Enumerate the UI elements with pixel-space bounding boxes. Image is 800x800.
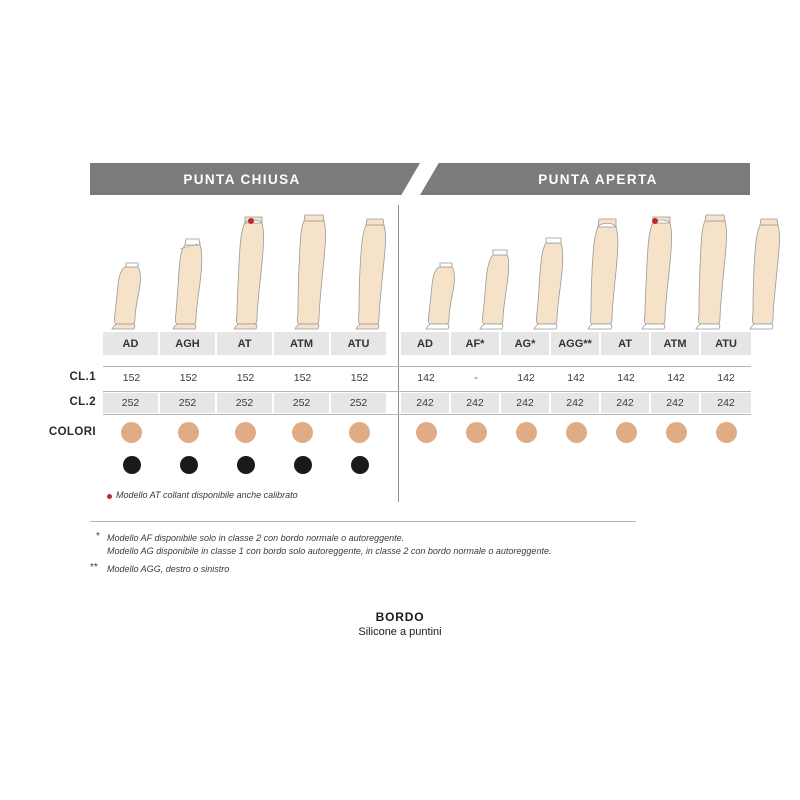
cl1-closed-1: 152: [160, 368, 217, 388]
model-header-closed-0: AD: [103, 332, 160, 355]
cl2-closed-4: 252: [331, 393, 388, 413]
cl2-closed-1: 252: [160, 393, 217, 413]
model-header-open-3: AGG**: [551, 332, 601, 355]
cl1-closed-2: 152: [217, 368, 274, 388]
cl2-closed-0: 252: [103, 393, 160, 413]
group-divider-line: [398, 205, 399, 502]
color-dot-beige-closed-0: [121, 422, 142, 443]
cl2-open-4: 242: [601, 393, 651, 413]
cl2-open-1: 242: [451, 393, 501, 413]
color-dot-beige-open-2: [516, 422, 537, 443]
color-dot-beige-open-4: [616, 422, 637, 443]
cl2-open-6: 242: [701, 393, 751, 413]
leg-illustration-open-ad: [418, 205, 473, 332]
leg-illustration-open-atm: [688, 205, 743, 332]
leg-illustration-open-atu: [742, 205, 797, 332]
banner-divider-notch: [394, 163, 446, 195]
cl1-open-1: -: [451, 368, 501, 388]
notes-separator-line: [90, 521, 636, 522]
cl2-closed-3: 252: [274, 393, 331, 413]
color-dot-beige-closed-4: [349, 422, 370, 443]
cl2-open-5: 242: [651, 393, 701, 413]
color-dot-black-closed-2: [237, 456, 255, 474]
cl2-closed-2: 252: [217, 393, 274, 413]
footer-title: BORDO: [375, 610, 425, 624]
color-dot-beige-open-5: [666, 422, 687, 443]
cl1-closed-4: 152: [331, 368, 388, 388]
model-header-closed-4: ATU: [331, 332, 388, 355]
cl1-open-6: 142: [701, 368, 751, 388]
leg-illustration-open-af: [472, 205, 527, 332]
color-dot-beige-open-1: [466, 422, 487, 443]
cl1-closed-3: 152: [274, 368, 331, 388]
model-header-open-4: AT: [601, 332, 651, 355]
cl2-row-top-line: [103, 391, 751, 392]
header-banner: [90, 163, 750, 195]
model-header-closed-1: AGH: [160, 332, 217, 355]
row-label-colori: COLORI: [48, 426, 96, 438]
cl1-open-4: 142: [601, 368, 651, 388]
cl1-open-2: 142: [501, 368, 551, 388]
row-label-cl1: CL.1: [69, 371, 96, 383]
model-header-closed-3: ATM: [274, 332, 331, 355]
banner-closed-toe-label: PUNTA CHIUSA: [90, 163, 394, 195]
leg-illustration-open-ag: [526, 205, 581, 332]
row-label-cl2: CL.2: [69, 396, 96, 408]
model-header-open-1: AF*: [451, 332, 501, 355]
note-star-marker-1: *: [96, 531, 100, 542]
leg-illustration-open-agg: [580, 205, 635, 332]
color-dot-black-closed-0: [123, 456, 141, 474]
leg-illustration-closed-atm: [287, 205, 342, 332]
red-note-text: Modello AT collant disponibile anche calibrato: [116, 490, 298, 500]
leg-illustrations: [90, 205, 750, 332]
model-header-open-2: AG*: [501, 332, 551, 355]
cl1-closed-0: 152: [103, 368, 160, 388]
note-2-text: Modello AGG, destro o sinistro: [107, 564, 230, 574]
color-dot-beige-closed-3: [292, 422, 313, 443]
red-note-bullet: [107, 494, 112, 499]
banner-open-toe-label: PUNTA APERTA: [446, 163, 750, 195]
footer-subtitle: Silicone a puntini: [358, 626, 442, 638]
cl2-open-0: 242: [401, 393, 451, 413]
model-header-open-0: AD: [401, 332, 451, 355]
color-dot-beige-closed-2: [235, 422, 256, 443]
color-dot-beige-open-6: [716, 422, 737, 443]
color-dot-beige-closed-1: [178, 422, 199, 443]
leg-illustration-closed-atu: [348, 205, 403, 332]
cl1-open-0: 142: [401, 368, 451, 388]
leg-illustration-open-at: [634, 205, 689, 332]
model-header-closed-2: AT: [217, 332, 274, 355]
color-dot-black-closed-1: [180, 456, 198, 474]
cl1-open-3: 142: [551, 368, 601, 388]
leg-illustration-closed-at: [226, 205, 281, 332]
cl2-open-3: 242: [551, 393, 601, 413]
note-1-line-2: Modello AG disponibile in classe 1 con bordo solo autoreggente, in classe 2 con bordo normale o autoreggente.: [107, 546, 552, 556]
leg-illustration-closed-agh: [165, 205, 220, 332]
note-1-line-1: Modello AF disponibile solo in classe 2 con bordo normale o autoreggente.: [107, 533, 405, 543]
red-marker-dot-open-at: [652, 218, 658, 224]
cl1-open-5: 142: [651, 368, 701, 388]
color-dot-beige-open-0: [416, 422, 437, 443]
color-dot-black-closed-4: [351, 456, 369, 474]
note-star-marker-2: **: [90, 562, 98, 573]
color-dot-beige-open-3: [566, 422, 587, 443]
model-header-open-6: ATU: [701, 332, 751, 355]
colori-row-top-line: [103, 414, 751, 415]
leg-illustration-closed-ad: [104, 205, 159, 332]
red-marker-dot-closed-at: [248, 218, 254, 224]
cl2-open-2: 242: [501, 393, 551, 413]
cl1-row-top-line: [103, 366, 751, 367]
color-dot-black-closed-3: [294, 456, 312, 474]
model-header-open-5: ATM: [651, 332, 701, 355]
